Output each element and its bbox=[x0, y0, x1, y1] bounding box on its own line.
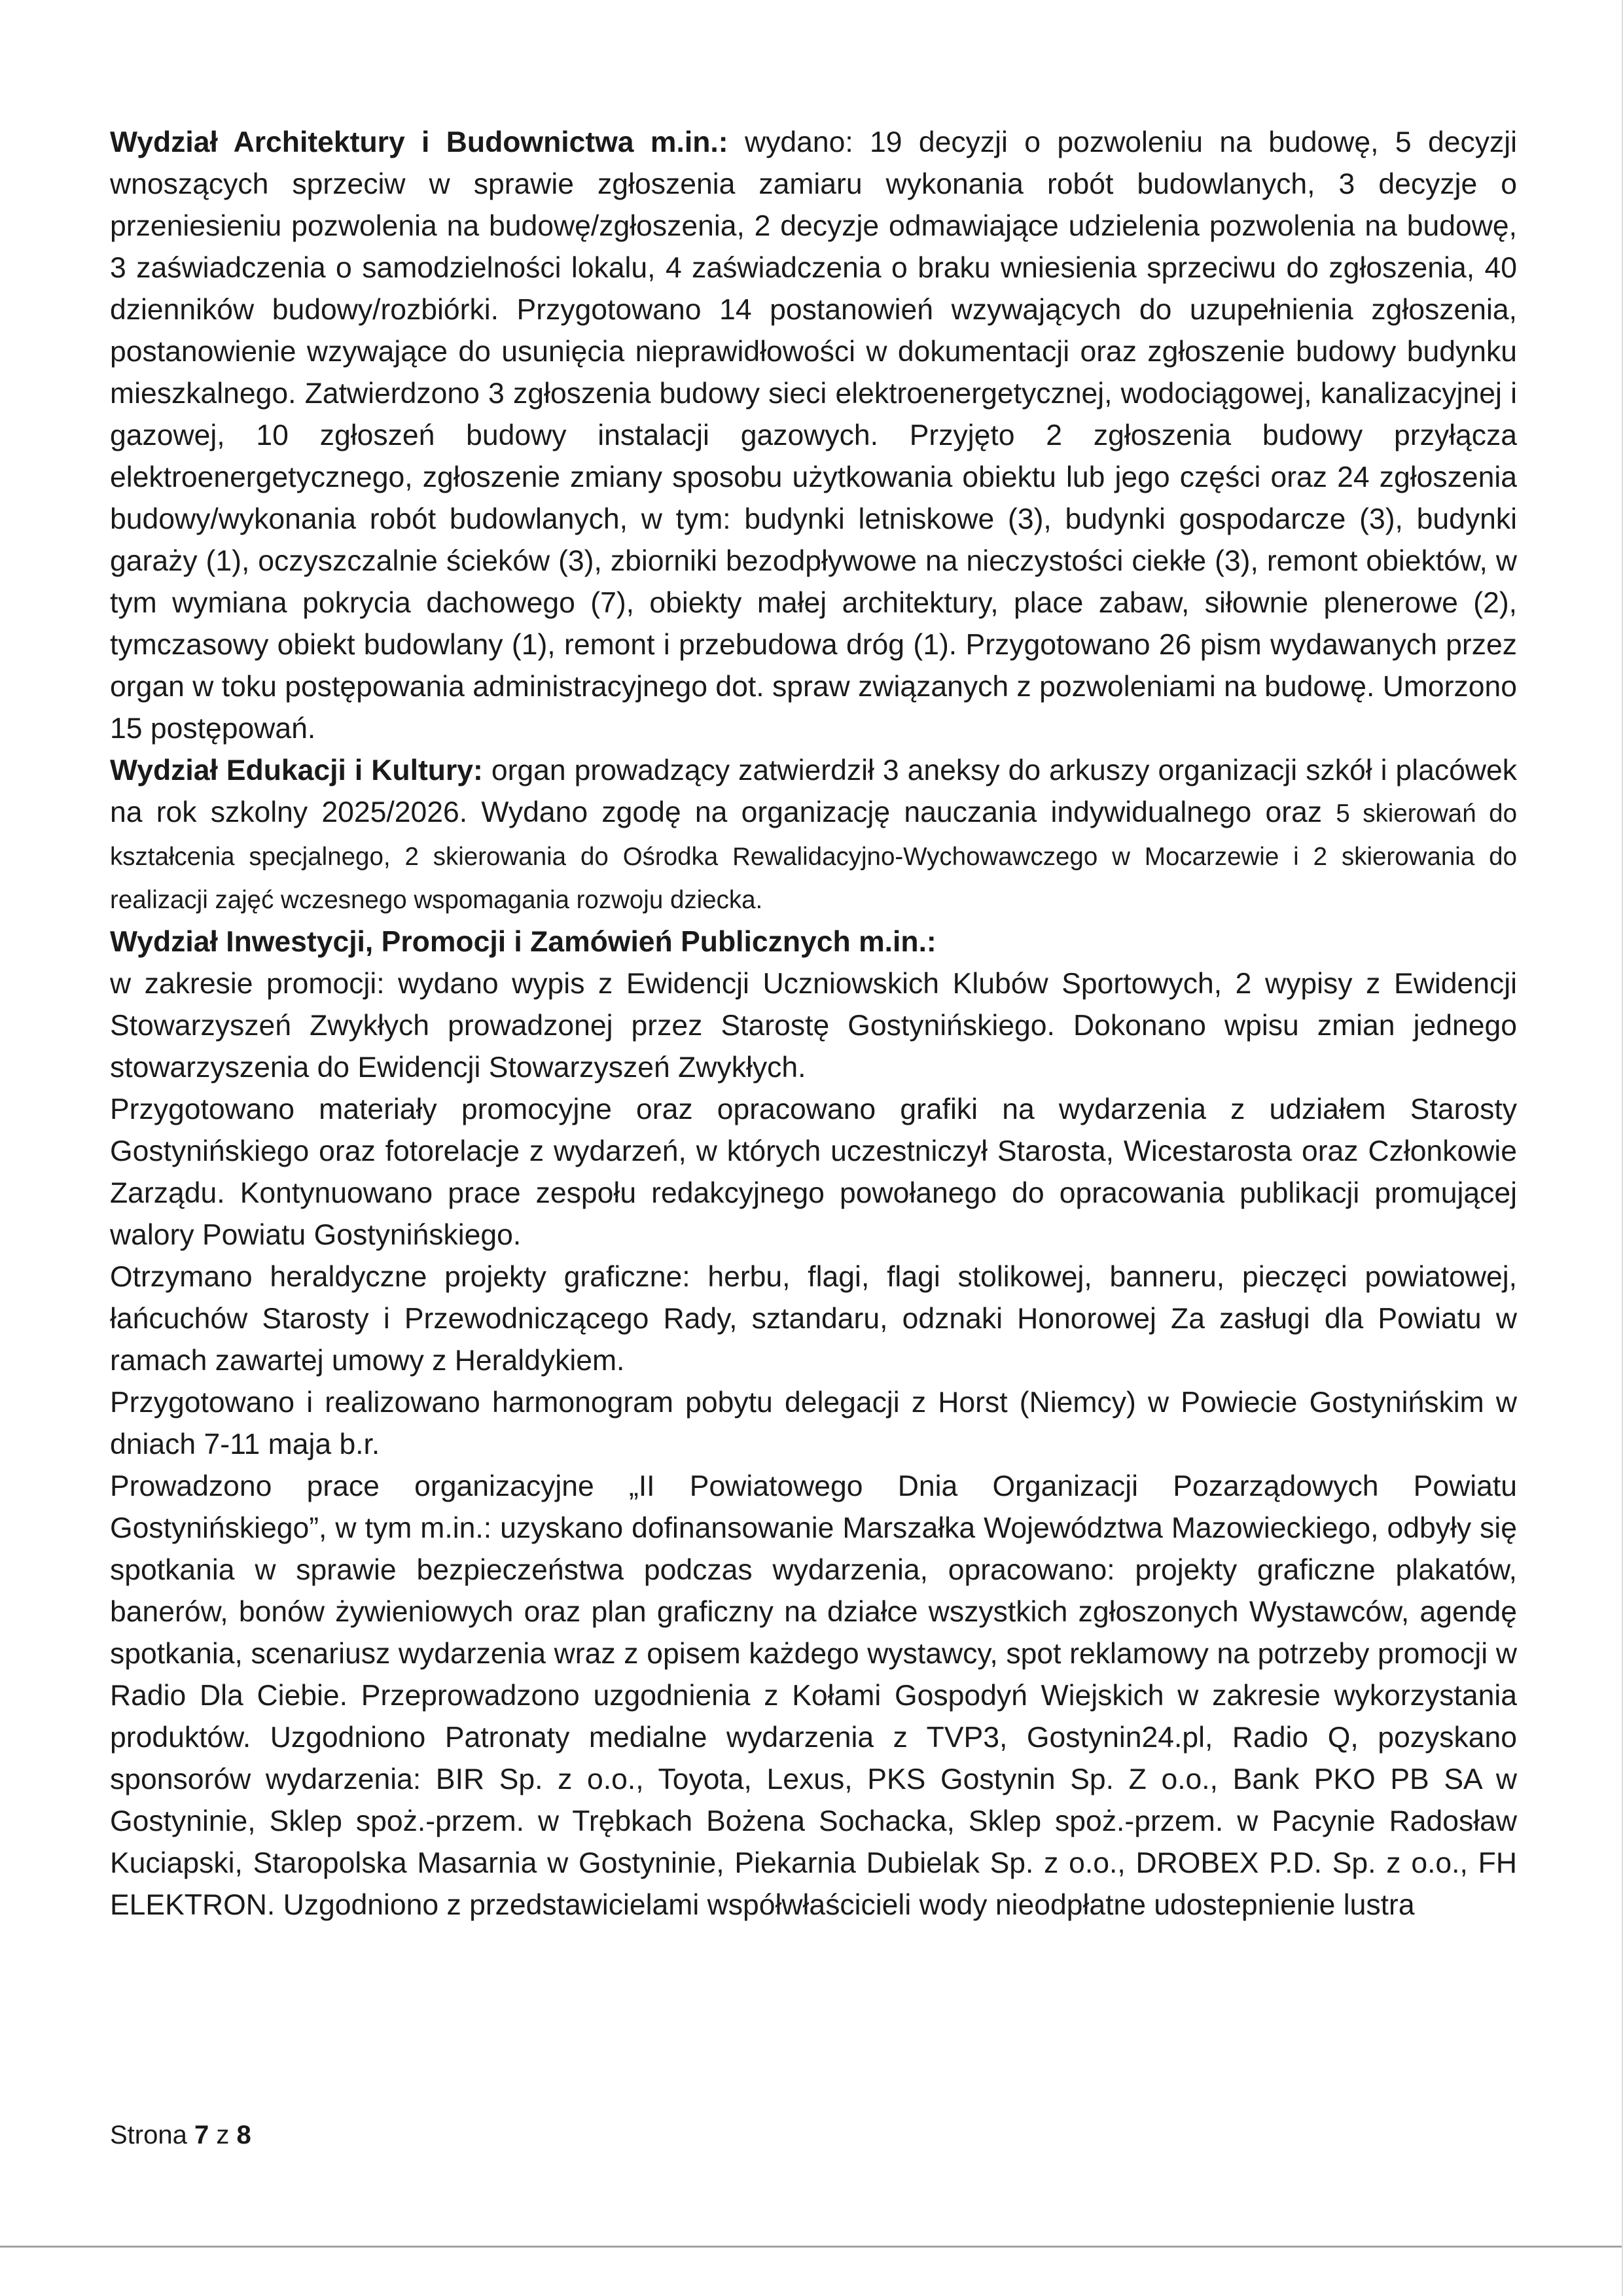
paragraph: Przygotowano i realizowano harmonogram pobytu delegacji z Horst (Niemcy) w Powiecie Gostynińskim w dniach 7-11 maja b.r. bbox=[110, 1386, 1517, 1460]
current-page: 7 bbox=[194, 2121, 209, 2149]
section-heading: Wydział Edukacji i Kultury: bbox=[110, 754, 483, 786]
page-label: Strona bbox=[110, 2121, 187, 2149]
document-body bbox=[110, 122, 1517, 1926]
paragraph: w zakresie promocji: wydano wypis z Ewidencji Uczniowskich Klubów Sportowych, 2 wypisy z Ewidencji Stowarzyszeń Zwykłych prowadzonej przez Starostę Gostynińskiego. Dokonano wpisu zmian jednego stowarzyszenia do Ewidencji Stowarzyszeń Zwykłych. bbox=[110, 968, 1517, 1084]
total-pages: 8 bbox=[236, 2121, 251, 2149]
page-separator: z bbox=[216, 2121, 230, 2149]
scan-edge-line bbox=[0, 2246, 1623, 2248]
section-heading: Wydział Architektury i Budownictwa m.in.: bbox=[110, 126, 728, 158]
paragraph: Prowadzono prace organizacyjne „II Powiatowego Dnia Organizacji Pozarządowych Powiatu Gostynińskiego”, w tym m.in.: uzyskano dofinansowanie Marszałka Województwa Mazowieckiego, odbyły się spotkania w sprawie bezpieczeństwa podczas wydarzenia, opracowano: projekty graficzne plakatów, banerów, bonów żywieniowych oraz plan graficzny na działce wszystkich zgłoszonych Wystawców, agendę spotkania, scenariusz wydarzenia wraz z opisem każdego wystawcy, spot reklamowy na potrzeby promocji w Radio Dla Ciebie. Przeprowadzono uzgodnienia z Kołami Gospodyń Wiejskich w zakresie wykorzystania produktów. Uzgodniono Patronaty medialne wydarzenia z TVP3, Gostynin24.pl, Radio Q, pozyskano sponsorów wydarzenia: BIR Sp. z o.o., Toyota, Lexus, PKS Gostynin Sp. Z o.o., Bank PKO PB SA w Gostyninie, Sklep spoż.-przem. w Trębkach Bożena Sochacka, Sklep spoż.-przem. w Pacynie Radosław Kuciapski, Staropolska Masarnia w Gostyninie, Piekarnia Dubielak Sp. z o.o., DROBEX P.D. Sp. z o.o., FH ELEKTRON. Uzgodniono z przedstawicielami współwłaścicieli wody nieodpłatne udostepnienie lustra bbox=[110, 1470, 1517, 1921]
section-text-small: 5 skierowań do kształcenia specjalnego, 2 skierowania do Ośrodka Rewalidacyjno-Wychowawczego w Mocarzewie i 2 skierowania do realizacji zajęć wczesnego wspomagania rozwoju dziecka. bbox=[110, 800, 1517, 914]
section-heading: Wydział Inwestycji, Promocji i Zamówień Publicznych m.in.: bbox=[110, 926, 936, 958]
paragraph: Przygotowano materiały promocyjne oraz opracowano grafiki na wydarzenia z udziałem Starosty Gostynińskiego oraz fotorelacje z wydarzeń, w których uczestniczył Starosta, Wicestarosta oraz Członkowie Zarządu. Kontynuowano prace zespołu redakcyjnego powołanego do opracowania publikacji promującej walory Powiatu Gostynińskiego. bbox=[110, 1093, 1517, 1251]
section-architecture bbox=[110, 122, 1517, 750]
section-investment-heading bbox=[110, 921, 1517, 963]
section-education bbox=[110, 750, 1517, 921]
section-text: wydano: 19 decyzji o pozwoleniu na budowę, 5 decyzji wnoszących sprzeciw w sprawie zgłoszenia zamiaru wykonania robót budowlanych, 3 decyzje o przeniesieniu pozwolenia na budowę/zgłoszenia, 2 decyzje odmawiające udzielenia pozwolenia na budowę, 3 zaświadczenia o samodzielności lokalu, 4 zaświadczenia o braku wniesienia sprzeciwu do zgłoszenia, 40 dzienników budowy/rozbiórki. Przygotowano 14 postanowień wzywających do uzupełnienia zgłoszenia, postanowienie wzywające do usunięcia nieprawidłowości w dokumentacji oraz zgłoszenie budowy budynku mieszkalnego. Zatwierdzono 3 zgłoszenia budowy sieci elektroenergetycznej, wodociągowej, kanalizacyjnej i gazowej, 10 zgłoszeń budowy instalacji gazowych. Przyjęto 2 zgłoszenia budowy przyłącza elektroenergetycznego, zgłoszenie zmiany sposobu użytkowania obiektu lub jego części oraz 24 zgłoszenia budowy/wykonania robót budowlanych, w tym: budynki letniskowe (3), budynki gospodarcze (3), budynki garaży (1), oczyszczalnie ścieków (3), zbiorniki bezodpływowe na nieczystości ciekłe (3), remont obiektów, w tym wymiana pokrycia dachowego (7), obiekty małej architektury, place zabaw, siłownie plenerowe (2), tymczasowy obiekt budowlany (1), remont i przebudowa dróg (1). Przygotowano 26 pism wydawanych przez organ w toku postępowania administracyjnego dot. spraw związanych z pozwoleniami na budowę. Umorzono 15 postępowań. bbox=[110, 126, 1517, 745]
page-number bbox=[110, 2117, 251, 2153]
paragraph: Otrzymano heraldyczne projekty graficzne: herbu, flagi, flagi stolikowej, banneru, pieczęci powiatowej, łańcuchów Starosty i Przewodniczącego Rady, sztandaru, odznaki Honorowej Za zasługi dla Powiatu w ramach zawartej umowy z Heraldykiem. bbox=[110, 1261, 1517, 1377]
section-text: organ prowadzący zatwierdził 3 aneksy do arkuszy organizacji szkół i placówek na rok szkolny 2025/2026. Wydano zgodę na organizację nauczania indywidualnego oraz bbox=[110, 754, 1517, 828]
